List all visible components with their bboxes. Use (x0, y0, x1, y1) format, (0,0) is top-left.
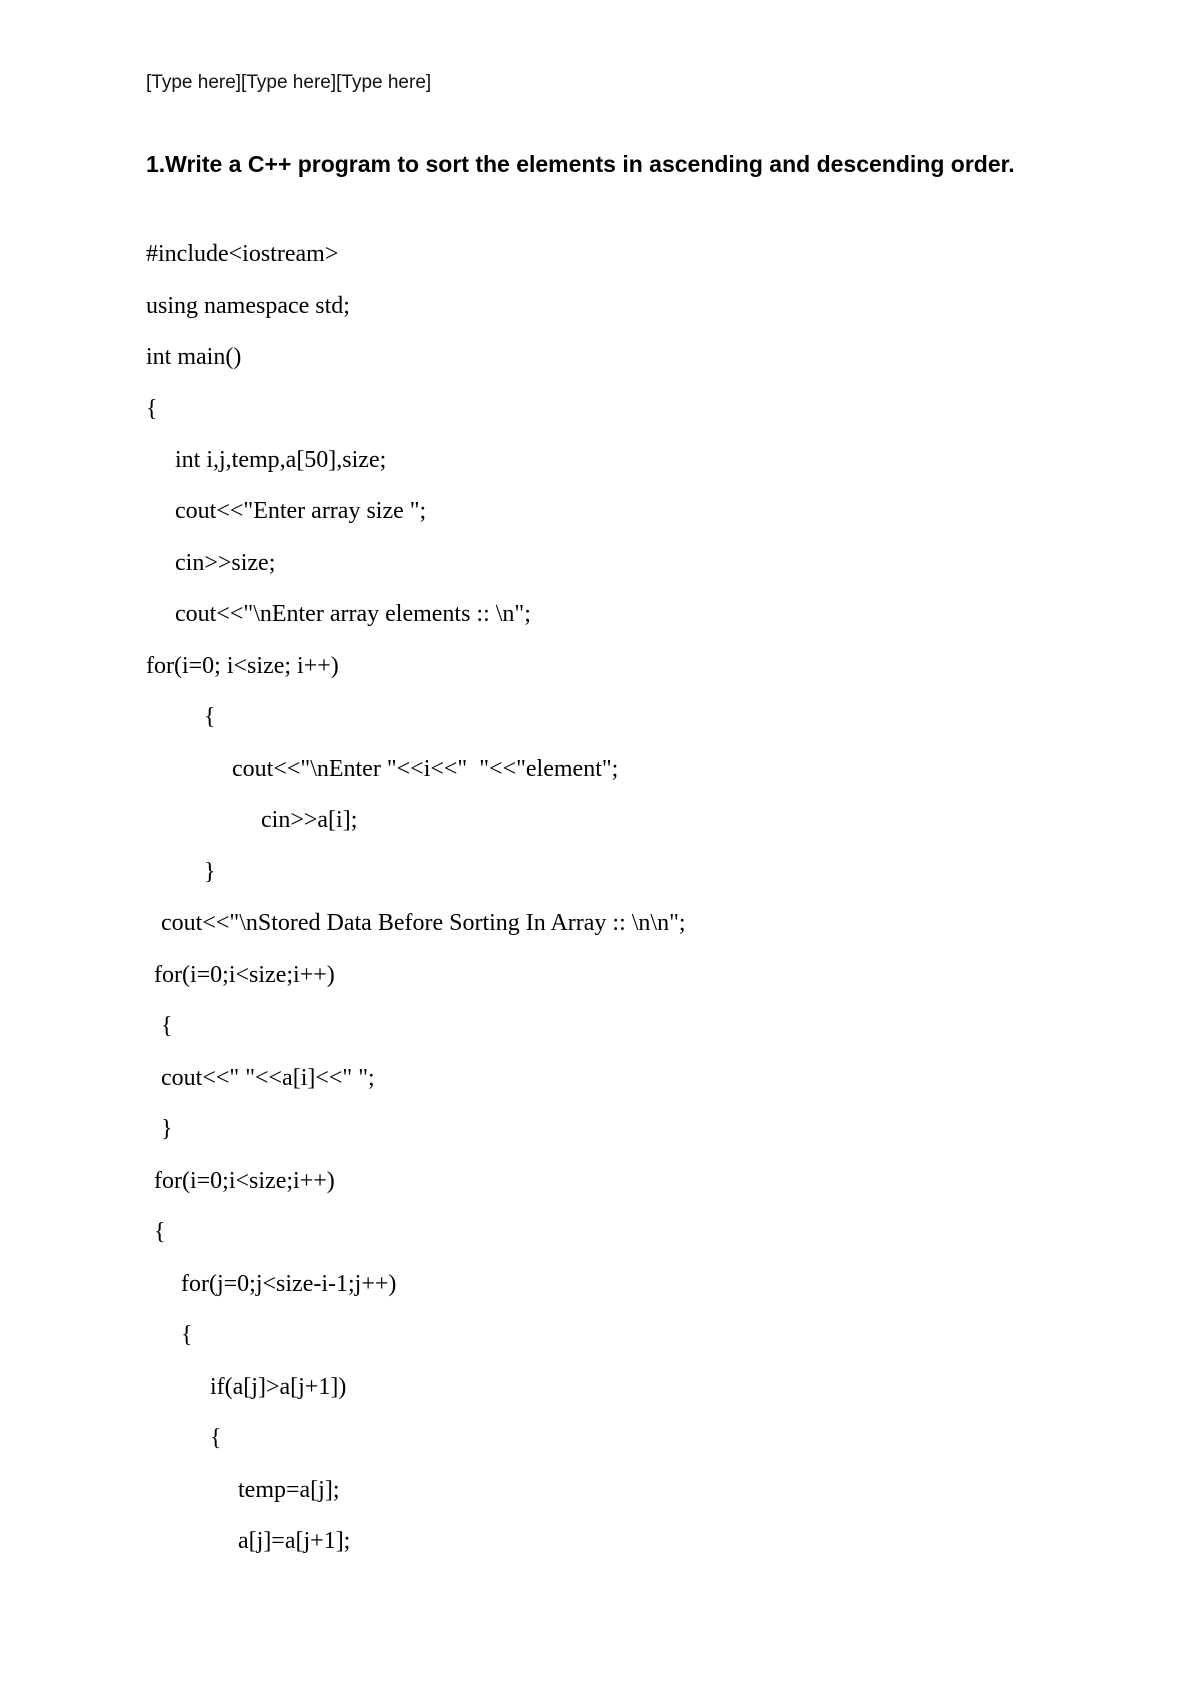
code-line: temp=a[j]; (238, 1477, 340, 1503)
code-line: int i,j,temp,a[50],size; (175, 447, 387, 473)
code-line: { (181, 1322, 193, 1348)
code-line: int main() (146, 344, 242, 370)
code-line: cout<<"\nEnter "<<i<<" "<<"element"; (232, 756, 619, 782)
page-header: [Type here][Type here][Type here] (146, 72, 432, 93)
code-line: cin>>a[i]; (261, 807, 358, 833)
code-line: for(i=0;i<size;i++) (154, 962, 335, 988)
code-line: cin>>size; (175, 550, 276, 576)
code-line: using namespace std; (146, 293, 350, 319)
code-line: if(a[j]>a[j+1]) (210, 1374, 347, 1400)
code-line: for(i=0;i<size;i++) (154, 1168, 335, 1194)
code-line: #include<iostream> (146, 241, 339, 267)
code-line: { (161, 1013, 173, 1039)
code-line: for(i=0; i<size; i++) (146, 653, 339, 679)
code-line: { (210, 1425, 222, 1451)
code-line: cout<<"\nEnter array elements :: \n"; (175, 601, 531, 627)
code-line: } (204, 859, 216, 885)
code-line: a[j]=a[j+1]; (238, 1528, 351, 1554)
code-line: { (146, 396, 158, 422)
code-line: cout<<" "<<a[i]<<" "; (161, 1065, 375, 1091)
code-line: cout<<"Enter array size "; (175, 498, 427, 524)
code-line: { (154, 1219, 166, 1245)
code-line: for(j=0;j<size-i-1;j++) (181, 1271, 397, 1297)
code-line: cout<<"\nStored Data Before Sorting In Array :: \n\n"; (161, 910, 686, 936)
code-line: } (161, 1116, 173, 1142)
code-line: { (204, 704, 216, 730)
question-heading: 1.Write a C++ program to sort the elements in ascending and descending order. (146, 151, 1015, 177)
